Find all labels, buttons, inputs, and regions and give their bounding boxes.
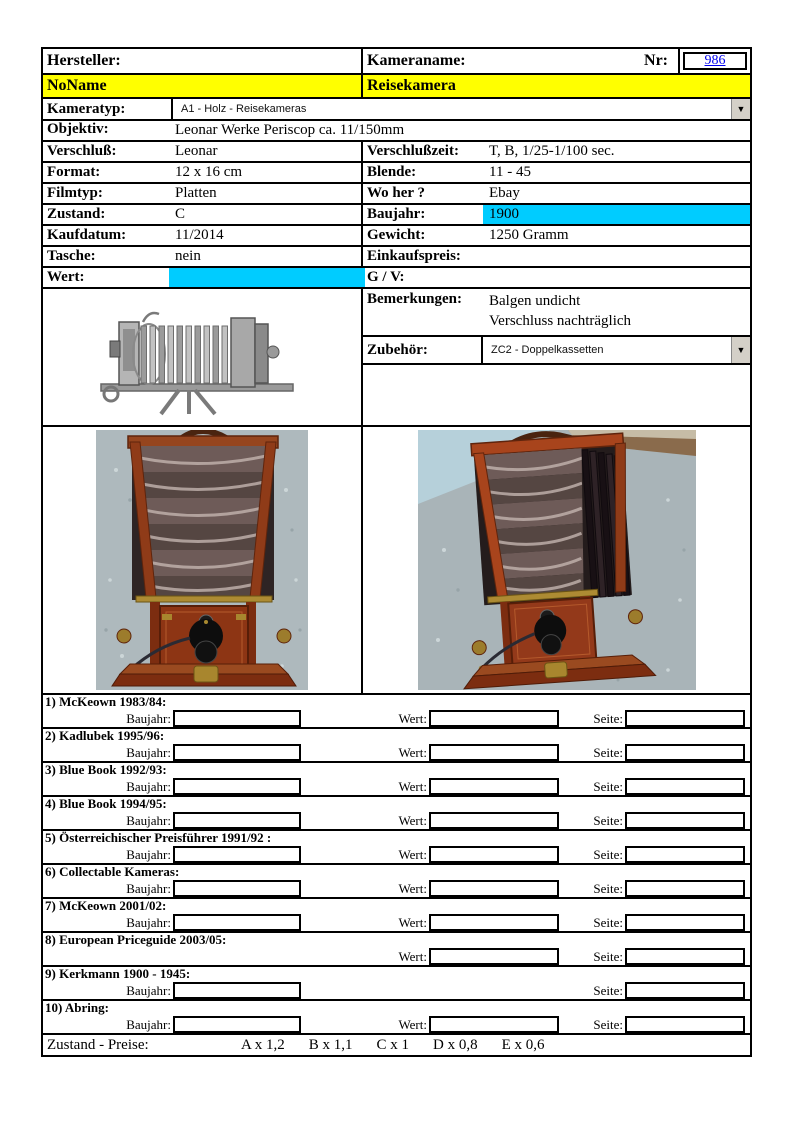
price-guide-list [41, 693, 752, 1035]
price-guide-fields [43, 709, 750, 729]
zustand-label: Zustand: [47, 206, 106, 222]
price-factor: E x 0,6 [501, 1036, 545, 1053]
seite-field-group [581, 709, 745, 728]
baujahr-field-label: Baujahr: [126, 914, 171, 930]
kaufdatum-value[interactable]: 11/2014 [175, 227, 224, 243]
price-guide-fields [43, 913, 750, 933]
seite-field-group [581, 1015, 745, 1034]
baujahr-field-group [43, 879, 301, 898]
zustand-preise-label: Zustand - Preise: [47, 1036, 149, 1053]
price-guide-entry [41, 761, 752, 797]
seite-field-group [581, 777, 745, 796]
zustand-preise-row [41, 1033, 752, 1057]
wert-field-label: Wert: [398, 1016, 427, 1032]
seite-field-group [581, 913, 745, 932]
nr-box [683, 52, 747, 70]
hersteller-value-cell[interactable] [43, 75, 363, 97]
zustand-value[interactable]: C [175, 206, 186, 222]
camera-drawing-cell [43, 289, 363, 425]
wert-input-box[interactable] [429, 948, 559, 965]
price-factor: D x 0,8 [433, 1036, 478, 1053]
camera-photo-angled [418, 430, 696, 690]
baujahr-field-group [43, 811, 301, 830]
seite-input-box[interactable] [625, 880, 745, 897]
seite-field-label: Seite: [593, 744, 623, 760]
bemerkungen-line1: Balgen undicht [489, 293, 581, 309]
verschluss-value[interactable]: Leonar [175, 143, 218, 159]
gv-label: G / V: [367, 269, 405, 285]
wert-input-box[interactable] [429, 744, 559, 761]
seite-field-label: Seite: [593, 880, 623, 896]
camera-drawing [83, 296, 321, 418]
price-factor: C x 1 [376, 1036, 410, 1053]
wert-input-box[interactable] [429, 880, 559, 897]
kameraname-label: Kameraname: [367, 52, 466, 69]
bemerkungen-box [363, 289, 750, 337]
kameratyp-combobox[interactable] [173, 99, 731, 119]
woher-label: Wo her ? [367, 185, 426, 201]
wert-field-label: Wert: [398, 710, 427, 726]
price-guide-title: 4) Blue Book 1994/95: [45, 796, 167, 811]
baujahr-field-group [43, 981, 301, 1000]
wert-field-group [341, 709, 559, 728]
kameratyp-label-cell [43, 99, 173, 119]
baujahr-input-box[interactable] [173, 914, 301, 931]
bemerkungen-line2: Verschluss nachträglich [489, 313, 632, 329]
seite-field-label: Seite: [593, 982, 623, 998]
price-guide-title: 10) Abring: [45, 1000, 109, 1015]
baujahr-field-group [43, 709, 301, 728]
baujahr-field-label: Baujahr: [126, 982, 171, 998]
price-guide-title: 9) Kerkmann 1900 - 1945: [45, 966, 191, 981]
zubehoer-dropdown-arrow-icon[interactable]: ▼ [731, 337, 750, 363]
wert-field-label: Wert: [398, 948, 427, 964]
zubehoer-label-cell [363, 337, 483, 363]
bemerkungen-value[interactable] [483, 289, 631, 335]
wert-field-group [341, 879, 559, 898]
seite-input-box[interactable] [625, 812, 745, 829]
seite-field-group [581, 743, 745, 762]
wert-field-label: Wert: [398, 880, 427, 896]
price-guide-fields [43, 947, 750, 967]
price-guide-entry [41, 795, 752, 831]
filmtyp-value[interactable]: Platten [175, 185, 217, 201]
price-guide-fields [43, 811, 750, 831]
tasche-value[interactable]: nein [175, 248, 201, 264]
price-guide-entry [41, 999, 752, 1035]
photos-section [41, 425, 752, 695]
wert-input-box[interactable] [429, 1016, 559, 1033]
price-guide-entry [41, 863, 752, 899]
photo-left-cell [43, 427, 363, 693]
zustand-preise-factors [241, 1037, 569, 1054]
price-guide-title: 3) Blue Book 1992/93: [45, 762, 167, 777]
wert-field-label: Wert: [398, 914, 427, 930]
wert-field-group [341, 1015, 559, 1034]
price-guide-title: 6) Collectable Kameras: [45, 864, 180, 879]
filmtyp-row [41, 182, 752, 205]
baujahr-field-label: Baujahr: [126, 744, 171, 760]
price-guide-entry [41, 931, 752, 967]
kameratyp-value: A1 - Holz - Reisekameras [181, 103, 307, 115]
record-number-link[interactable]: 986 [704, 53, 726, 68]
seite-input-box[interactable] [625, 914, 745, 931]
baujahr-input-box[interactable] [173, 880, 301, 897]
kaufdatum-row [41, 224, 752, 247]
empty-area [363, 365, 750, 425]
einkaufspreis-value[interactable] [483, 247, 750, 266]
camera-record-form [41, 47, 752, 1057]
seite-field-group [581, 879, 745, 898]
price-guide-title: 5) Österreichischer Preisführer 1991/92 : [45, 830, 272, 845]
baujahr-input-box[interactable] [173, 710, 301, 727]
baujahr-input-box[interactable] [173, 846, 301, 863]
price-guide-title: 7) McKeown 2001/02: [45, 898, 167, 913]
blende-label: Blende: [367, 164, 417, 180]
kameratyp-row [41, 97, 752, 121]
price-guide-title: 2) Kadlubek 1995/96: [45, 728, 165, 743]
gv-value[interactable] [483, 268, 750, 287]
kameratyp-label: Kameratyp: [47, 100, 126, 117]
zubehoer-label: Zubehör: [367, 341, 428, 358]
kameratyp-dropdown-arrow-icon[interactable]: ▼ [731, 99, 750, 119]
verschluss-row [41, 140, 752, 163]
wert-field-group [341, 743, 559, 762]
verschlusszeit-label: Verschlußzeit: [367, 143, 459, 159]
seite-input-box[interactable] [625, 846, 745, 863]
kameraname-value: Reisekamera [367, 77, 456, 94]
format-label: Format: [47, 164, 101, 180]
baujahr-input-box[interactable] [173, 778, 301, 795]
wert-field-label: Wert: [398, 812, 427, 828]
gewicht-value[interactable]: 1250 Gramm [489, 227, 569, 243]
seite-field-group [581, 811, 745, 830]
zubehoer-value: ZC2 - Doppelkassetten [491, 344, 604, 356]
baujahr-field-group [43, 913, 301, 932]
baujahr-field-group [43, 845, 301, 864]
baujahr-input-box[interactable] [173, 1016, 301, 1033]
price-guide-entry [41, 829, 752, 865]
wert-field-group [341, 913, 559, 932]
wert-value[interactable] [169, 268, 365, 287]
price-guide-title: 1) McKeown 1983/84: [45, 694, 167, 709]
nr-label: Nr: [644, 52, 668, 69]
price-factor: B x 1,1 [308, 1036, 353, 1053]
seite-input-box[interactable] [625, 744, 745, 761]
wert-field-label: Wert: [398, 744, 427, 760]
objektiv-value[interactable]: Leonar Werke Periscop ca. 11/150mm [175, 122, 405, 138]
wert-input-box[interactable] [429, 914, 559, 931]
price-guide-fields [43, 777, 750, 797]
zustand-row [41, 203, 752, 226]
middle-section [41, 287, 752, 427]
gewicht-label: Gewicht: [367, 227, 426, 243]
format-value[interactable]: 12 x 16 cm [175, 164, 243, 180]
filmtyp-label: Filmtyp: [47, 185, 103, 201]
baujahr-label: Baujahr: [367, 206, 426, 222]
price-guide-fields [43, 845, 750, 865]
einkaufspreis-label: Einkaufspreis: [367, 248, 461, 264]
baujahr-input-box[interactable] [173, 744, 301, 761]
baujahr-field-label: Baujahr: [126, 880, 171, 896]
wert-input-box[interactable] [429, 812, 559, 829]
wert-field-group [341, 777, 559, 796]
baujahr-field-label: Baujahr: [126, 846, 171, 862]
seite-field-group [581, 981, 745, 1000]
wert-input-box[interactable] [429, 778, 559, 795]
seite-field-group [581, 947, 745, 966]
price-guide-entry [41, 693, 752, 729]
price-guide-fields [43, 743, 750, 763]
baujahr-field-group [43, 1015, 301, 1034]
baujahr-field-group [43, 743, 301, 762]
kameraname-value-cell[interactable] [363, 75, 750, 97]
seite-field-label: Seite: [593, 914, 623, 930]
wert-field-group [341, 947, 559, 966]
blende-value[interactable]: 11 - 45 [489, 164, 531, 180]
camera-photo-front [96, 430, 308, 690]
zubehoer-combobox[interactable] [483, 337, 731, 363]
price-factor: A x 1,2 [241, 1036, 285, 1053]
verschlusszeit-value[interactable]: T, B, 1/25-1/100 sec. [489, 143, 615, 159]
seite-input-box[interactable] [625, 982, 745, 999]
hersteller-header-cell [43, 49, 363, 73]
wert-input-box[interactable] [429, 710, 559, 727]
zubehoer-row [363, 337, 750, 365]
seite-field-group [581, 845, 745, 864]
seite-input-box[interactable] [625, 778, 745, 795]
seite-field-label: Seite: [593, 846, 623, 862]
price-guide-fields [43, 879, 750, 899]
wert-input-box[interactable] [429, 846, 559, 863]
tasche-row [41, 245, 752, 268]
wert-row [41, 266, 752, 289]
photo-right-cell [363, 427, 750, 693]
verschluss-label: Verschluß: [47, 143, 117, 159]
seite-input-box[interactable] [625, 710, 745, 727]
baujahr-input-box[interactable] [173, 812, 301, 829]
wert-field-label: Wert: [398, 778, 427, 794]
seite-field-label: Seite: [593, 1016, 623, 1032]
seite-field-label: Seite: [593, 948, 623, 964]
bemerkungen-label: Bemerkungen: [367, 291, 462, 307]
format-row [41, 161, 752, 184]
price-guide-fields [43, 981, 750, 1001]
nr-cell [678, 49, 750, 73]
seite-field-label: Seite: [593, 710, 623, 726]
seite-input-box[interactable] [625, 948, 745, 965]
baujahr-input-box[interactable] [173, 982, 301, 999]
tasche-label: Tasche: [47, 248, 96, 264]
notes-accessories-cell [363, 289, 750, 425]
price-guide-entry [41, 965, 752, 1001]
price-guide-title: 8) European Priceguide 2003/05: [45, 932, 227, 947]
objektiv-label: Objektiv: [47, 121, 109, 137]
seite-input-box[interactable] [625, 1016, 745, 1033]
baujahr-field-label: Baujahr: [126, 710, 171, 726]
wert-label: Wert: [47, 269, 85, 285]
wert-field-group [341, 845, 559, 864]
header-row [41, 47, 752, 75]
baujahr-field-label: Baujahr: [126, 1016, 171, 1032]
price-guide-entry [41, 727, 752, 763]
wert-field-group [341, 811, 559, 830]
hersteller-value: NoName [47, 77, 107, 94]
kaufdatum-label: Kaufdatum: [47, 227, 127, 243]
hersteller-label: Hersteller: [47, 52, 121, 69]
baujahr-value[interactable]: 1900 [483, 205, 750, 224]
price-guide-fields [43, 1015, 750, 1035]
baujahr-field-group [43, 777, 301, 796]
baujahr-field-label: Baujahr: [126, 778, 171, 794]
objektiv-row [41, 119, 752, 142]
name-row [41, 73, 752, 99]
woher-value[interactable]: Ebay [489, 185, 520, 201]
wert-field-label: Wert: [398, 846, 427, 862]
price-guide-entry [41, 897, 752, 933]
kameraname-header-cell [363, 49, 750, 73]
baujahr-field-label: Baujahr: [126, 812, 171, 828]
seite-field-label: Seite: [593, 812, 623, 828]
seite-field-label: Seite: [593, 778, 623, 794]
